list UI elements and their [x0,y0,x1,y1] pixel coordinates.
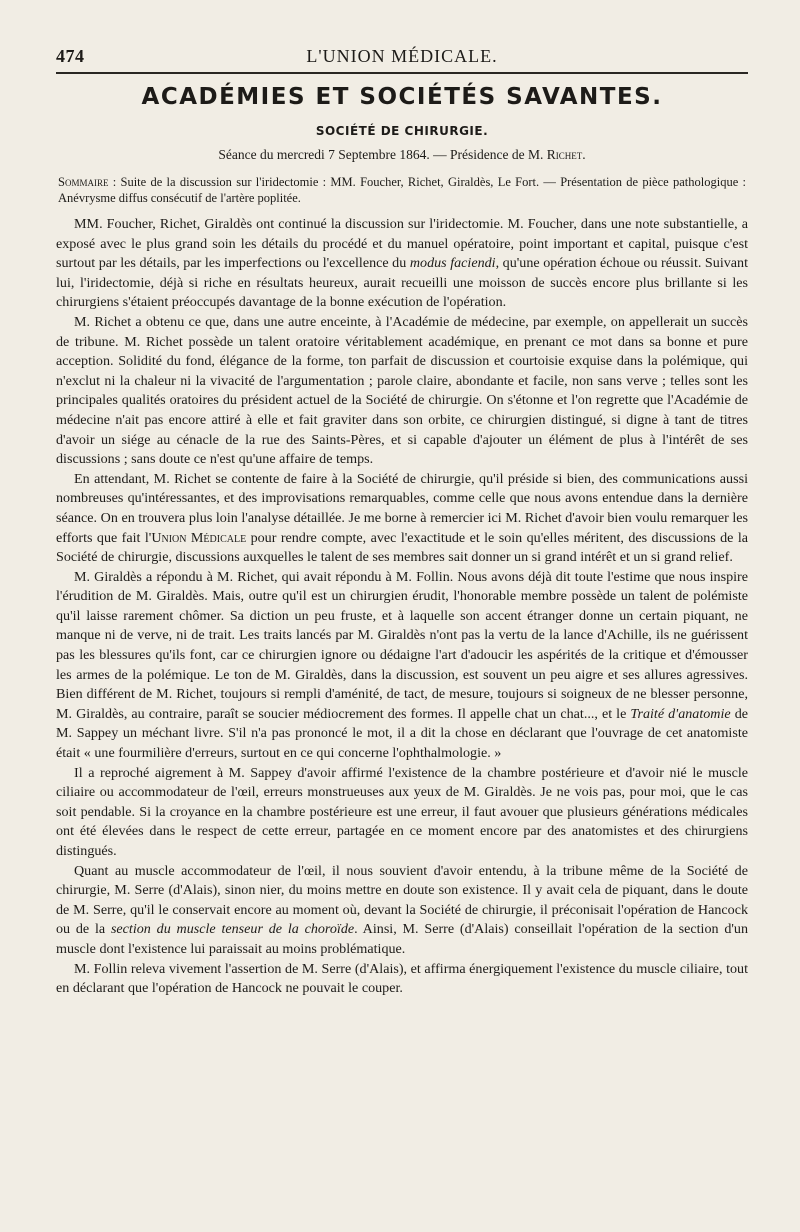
paragraph-1-text: MM. Foucher, Richet, Giraldès ont continué la discussion sur l'iridectomie. M. Foucher, dans une note substantielle, a exposé avec le plus grand soin les détails du procédé et du manuel opératoire, point important et capital, puisque c'est surtout par les détails, par les imperfections ou l'excellence du [56,216,748,272]
paragraph-3-text-end: pour rendre compte, avec l'exactitude et le soin qu'elles méritent, des discussions de la Société de chirurgie, discussions auxquelles le talent de ses membres sait donner un si grand intérêt et un si grand relief. [56,529,749,566]
journal-title: L'UNION MÉDICALE. [306,46,498,66]
paragraph-4-italic: Traité d'anatomie [630,705,731,722]
session-text: Séance du mercredi 7 Septembre 1864. — Présidence de M. [218,147,547,162]
running-head [56,38,748,68]
paragraph-3 [56,470,748,568]
paragraph-6-text: Quant au muscle accommodateur de l'œil, il nous souvient d'avoir entendu, à la tribune même de la Société de chirurgie, M. Serre (d'Alais), sinon nier, du moins mettre en doute son existence. Il y avait cela de piquant, dans le doute de M. Serre, qu'il le conservait encore au moment où, devant la Société de chirurgie, il préconisait l'opération de Hancock ou de la [56,862,748,938]
president-name: Richet. [546,147,586,162]
paragraph-3-text: En attendant, M. Richet se contente de faire à la Société de chirurgie, qu'il préside si bien, des communications aussi nombreuses qu'intéressantes, et des improvisations remarquables, comme celle que nous avons entendue dans la dernière séance. On en trouvera plus loin l'analyse détaillée. Je me borne à remercier ici M. Richet d'avoir bien voulu remarquer les efforts que fait l' [56,470,748,546]
paragraph-4-text: M. Giraldès a répondu à M. Richet, qui avait répondu à M. Follin. Nous avons déjà dit toute l'estime que nous inspire l'érudition de M. Giraldès. Mais, outre qu'il est un chirurgien érudit, l'honorable membre possède un talent de polémiste qu'il laisse rarement chômer. Sa diction un peu fruste, et à laquelle son accent étranger donne un certain piquant, ne manque ni de verve, ni de trait. Les traits lancés par M. Giraldès n'ont pas la vertu de la lance d'Achille, ils ne guérissent pas les blessures qu'ils font, car ce chirurgien ignore ou dédaigne l'art d'adoucir les aspérités de la critique et d'émousser les armes de la polémique. Le ton de M. Giraldès, dans la discussion, est souvent un peu aigre et ses allures agressives. Bien différent de M. Richet, toujours si rempli d'aménité, de tact, de mesure, toujours si soigneux de ne blesser personne, M. Giraldès, au contraire, paraît se soucier médiocrement des formes. Il appelle chat un chat..., et le [56,568,748,722]
summary-text: : Suite de la discussion sur l'iridectomie : MM. Foucher, Richet, Giraldès, Le Fort. — Présentation de pièce pathologique : Anévrysme diffus consécutif de l'artère poplitée. [58,175,746,205]
section-title: ACADÉMIES ET SOCIÉTÉS SAVANTES. [141,84,663,110]
society-title: SOCIÉTÉ DE CHIRURGIE. [315,124,489,138]
paragraph-1-italic: modus faciendi [409,255,496,272]
paragraph-7 [56,960,748,999]
paragraph-1-text-end: , qu'une opération échoue ou réussit. Suivant lui, l'iridectomie, déjà si riche en résultats heureux, aurait recueilli une moisson de succès encore plus brillante si les chirurgiens s'étaient préoccupés davantage de la bonne exécution de l'opération. [56,255,748,311]
summary-label: Sommaire [58,175,109,189]
session-line [56,147,748,163]
paragraph-4-text-end: de M. Sappey un méchant livre. S'il n'a pas prononcé le mot, il a dit la chose en déclarant que l'ouvrage de cet anatomiste était « une fourmilière d'erreurs, surtout en ce qui concerne l'ophthalmologie. » [56,705,749,762]
paragraph-1 [56,215,748,313]
paragraph-4 [56,568,748,764]
paragraph-6-text-end: . Ainsi, M. Serre (d'Alais) conseillait l'opération de la section d'un muscle dont l'existence lui paraissait au moins problématique. [56,921,749,957]
paragraph-2-text: M. Richet a obtenu ce que, dans une autre enceinte, à l'Académie de médecine, par exemple, on appellerait un succès de tribune. M. Richet possède un talent oratoire véritablement académique, en prenant ce mot dans sa bonne et pure acception. Solidité du fond, élégance de la forme, ton parfait de discussion et courtoisie exquise dans la polémique, qui n'exclut ni la chaleur ni la vivacité de l'argumentation ; parole claire, abondante et facile, non sans verve ; telles sont les principales qualités oratoires du président actuel de la Société de chirurgie. On s'étonne et l'on regrette que l'Académie de médecine n'ait pas encore attiré à elle et fait graviter dans son orbite, ce chirurgien distingué, si digne à tant de titres d'avoir un siége au cénacle de la rue des Saints-Pères, et si capable d'ajouter un élément de plus à l'intérêt de ses discussions ; sans doute ce n'est qu'une affaire de temps. [56,313,748,468]
paragraph-7-text: M. Follin releva vivement l'assertion de M. Serre (d'Alais), et affirma énergiquement l'existence du muscle ciliaire, tout en déclarant que l'opération de Hancock ne pouvait le couper. [56,960,748,997]
article-body [56,215,748,999]
paragraph-6 [56,862,748,960]
paragraph-5-text: Il a reproché aigrement à M. Sappey d'avoir affirmé l'existence de la chambre postérieure et d'avoir nié le muscle ciliaire ou accommodateur de l'œil, erreurs monstrueuses aux yeux de M. Giraldès. Je ne vois pas, pour moi, que le cas soit pendable. Si la croyance en la chambre postérieure est une erreur, il faut avouer que plusieurs générations médicales ont été élevées dans le respect de cette erreur, partagée en ce moment encore par des anatomistes et des chirurgiens distingués. [56,764,748,859]
header-rule [56,72,748,74]
page-number: 474 [56,46,85,66]
summary [58,174,746,206]
paragraph-5 [56,764,748,862]
paragraph-6-italic: section du muscle tenseur de la choroïde [110,921,355,938]
paragraph-3-small-caps: Union Médicale [151,529,247,546]
paragraph-2 [56,313,748,470]
